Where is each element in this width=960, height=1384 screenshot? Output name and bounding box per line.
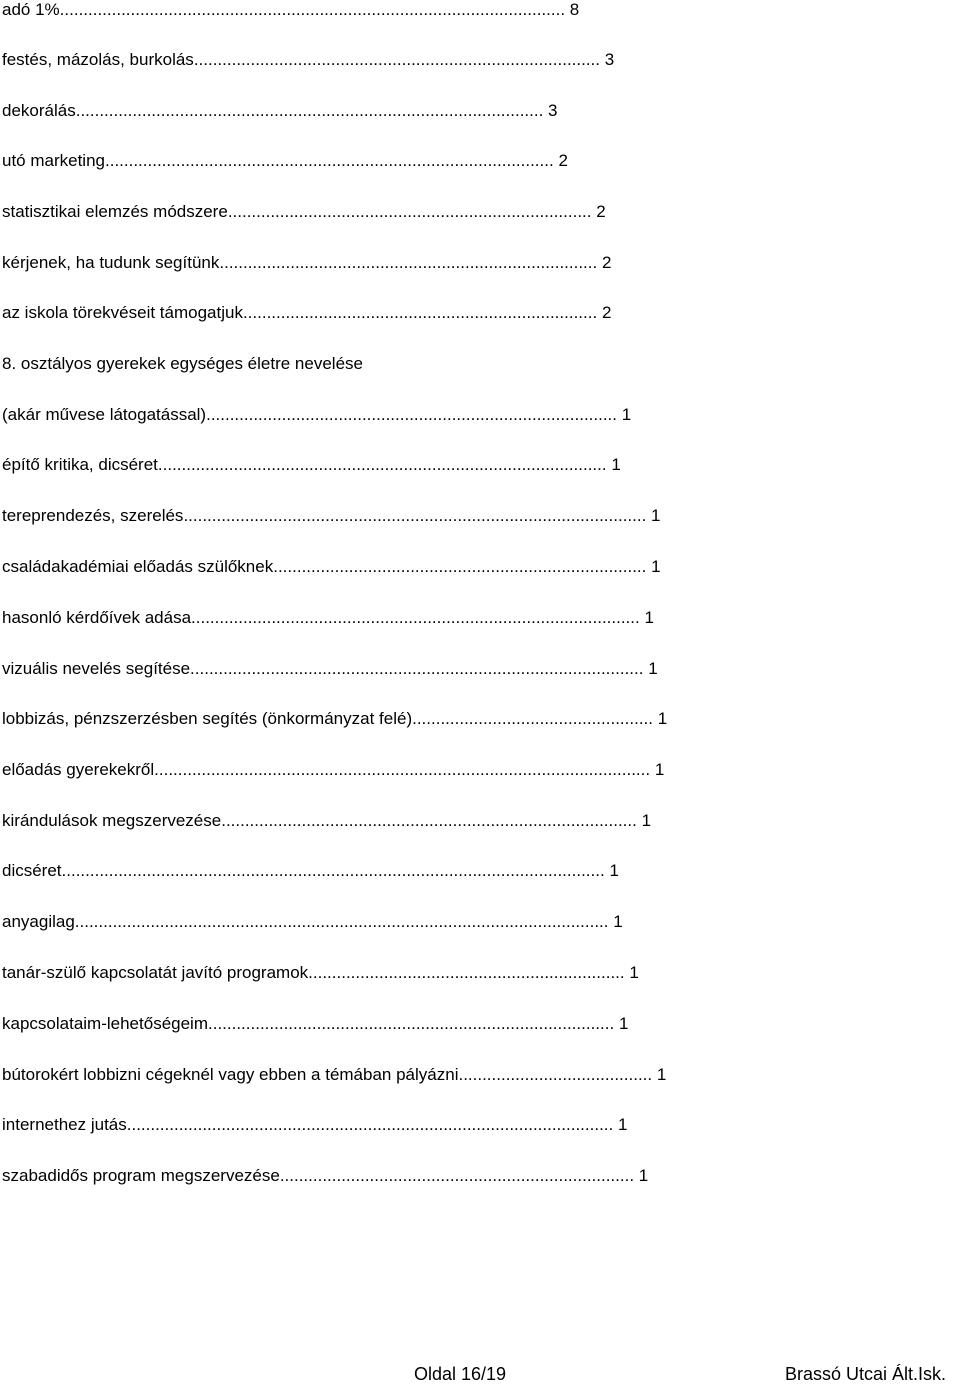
entry-count: 3 (604, 50, 615, 69)
list-item (2, 1115, 627, 1135)
entry-count: 1 (611, 455, 621, 474)
entry-label: tereprendezés, szerelés (2, 506, 184, 525)
dot-leader: ...................................................................................... (193, 50, 601, 69)
dot-leader: ............................................................................................... (105, 151, 554, 170)
list-item (2, 811, 651, 831)
dot-leader: ................................................................................................................... (61, 861, 605, 880)
entry-count: 2 (601, 253, 612, 272)
dot-leader: ........................................................................................ (221, 811, 637, 830)
dot-leader: ............................................................................................... (191, 608, 640, 627)
entry-label: kirándulások megszervezése (2, 811, 222, 830)
list-item (2, 760, 664, 780)
list-item (2, 861, 619, 881)
list-item (2, 455, 621, 475)
dot-leader: .................................................................................................. (183, 506, 647, 525)
entry-label: internethez jutás (2, 1115, 127, 1134)
dot-leader: ........................................................................... (279, 1166, 635, 1185)
list-item (2, 709, 667, 729)
entry-label: anyagilag (2, 912, 75, 931)
entry-label: kapcsolataim-lehetőségeim (2, 1014, 208, 1033)
entry-label: hasonló kérdőívek adása (2, 608, 192, 627)
list-item (2, 608, 654, 628)
entry-count: 2 (601, 303, 612, 322)
entry-count: 1 (656, 1065, 667, 1084)
list-item (2, 405, 631, 425)
list-item (2, 303, 611, 323)
entry-count: 1 (613, 912, 623, 931)
dot-leader: ................................................................................................ (190, 659, 644, 678)
entry-count: 8 (569, 0, 580, 19)
dot-leader: ................................................................................................................. (74, 912, 609, 931)
entry-label: 8. osztályos gyerekek egységes életre nevelése (2, 354, 363, 373)
entry-label: statisztikai elemzés módszere (2, 202, 228, 221)
entry-label: építő kritika, dicséret (2, 455, 158, 474)
dot-leader: ....................................................................................................... (126, 1115, 614, 1134)
dot-leader: ............................................................................................... (157, 455, 607, 474)
list-item (2, 506, 661, 526)
dot-leader: ................................................... (412, 709, 653, 728)
entry-label: lobbizás, pénzszerzésben segítés (önkormányzat felé) (2, 709, 413, 728)
list-item (2, 912, 623, 932)
entry-count: 1 (648, 659, 658, 678)
dot-leader: ........................................................................................................... (59, 0, 566, 19)
entry-label: (akár művese látogatással) (2, 405, 207, 424)
list-item (2, 659, 658, 679)
entry-count: 1 (654, 760, 665, 779)
entry-label: utó marketing (2, 151, 105, 170)
list-item (2, 50, 614, 70)
dot-leader: ......................................................................................................... (154, 760, 651, 779)
entry-label: az iskola törekvéseit támogatjuk (2, 303, 243, 322)
entry-count: 1 (657, 709, 668, 728)
entry-count: 1 (651, 506, 661, 525)
entry-label: tanár-szülő kapcsolatát javító programok (2, 963, 309, 982)
page-number: Oldal 16/19 (414, 1364, 507, 1384)
entry-label: adó 1% (2, 0, 60, 19)
dot-leader: ............................................................................. (227, 202, 592, 221)
list-item (2, 1014, 628, 1034)
entry-label: festés, mázolás, burkolás (2, 50, 194, 69)
entry-label: dicséret (2, 861, 62, 880)
entry-label: előadás gyerekekről (2, 760, 155, 779)
dot-leader: ................................................................... (308, 963, 625, 982)
entry-count: 1 (618, 1014, 629, 1033)
list-item (2, 151, 568, 171)
list-item (2, 557, 661, 577)
entry-count: 1 (638, 1166, 649, 1185)
entry-label: bútorokért lobbizni cégeknél vagy ebben a témában pályázni (2, 1065, 459, 1084)
entry-count: 1 (621, 405, 632, 424)
entry-label: családakadémiai előadás szülőknek (2, 557, 274, 576)
entry-count: 1 (641, 811, 652, 830)
entry-count: 1 (609, 861, 619, 880)
list-item (2, 101, 558, 121)
list-item (2, 354, 363, 374)
dot-leader: ............................................................................... (273, 557, 647, 576)
list-item (2, 253, 611, 273)
list-item (2, 1065, 666, 1085)
entry-label: dekorálás (2, 101, 76, 120)
dot-leader: ...................................................................................... (208, 1014, 615, 1033)
entry-count: 2 (596, 202, 606, 221)
entry-count: 3 (548, 101, 558, 120)
entry-label: szabadidős program megszervezése (2, 1166, 280, 1185)
school-name: Brassó Utcai Ált.Isk. (785, 1364, 947, 1384)
dot-leader: ......................................... (458, 1065, 653, 1084)
entry-label: kérjenek, ha tudunk segítünk (2, 253, 220, 272)
entry-count: 2 (558, 151, 568, 170)
dot-leader: ....................................................................................... (206, 405, 618, 424)
list-item (2, 0, 579, 20)
list-item (2, 202, 606, 222)
dot-leader: ........................................................................... (242, 303, 598, 322)
dot-leader: ................................................................................................... (75, 101, 544, 120)
entry-count: 1 (617, 1115, 628, 1134)
entry-count: 1 (629, 963, 639, 982)
entry-count: 1 (644, 608, 654, 627)
list-item (2, 1166, 648, 1186)
list-item (2, 963, 639, 983)
entry-count: 1 (651, 557, 661, 576)
entry-label: vizuális nevelés segítése (2, 659, 191, 678)
dot-leader: ................................................................................ (219, 253, 598, 272)
